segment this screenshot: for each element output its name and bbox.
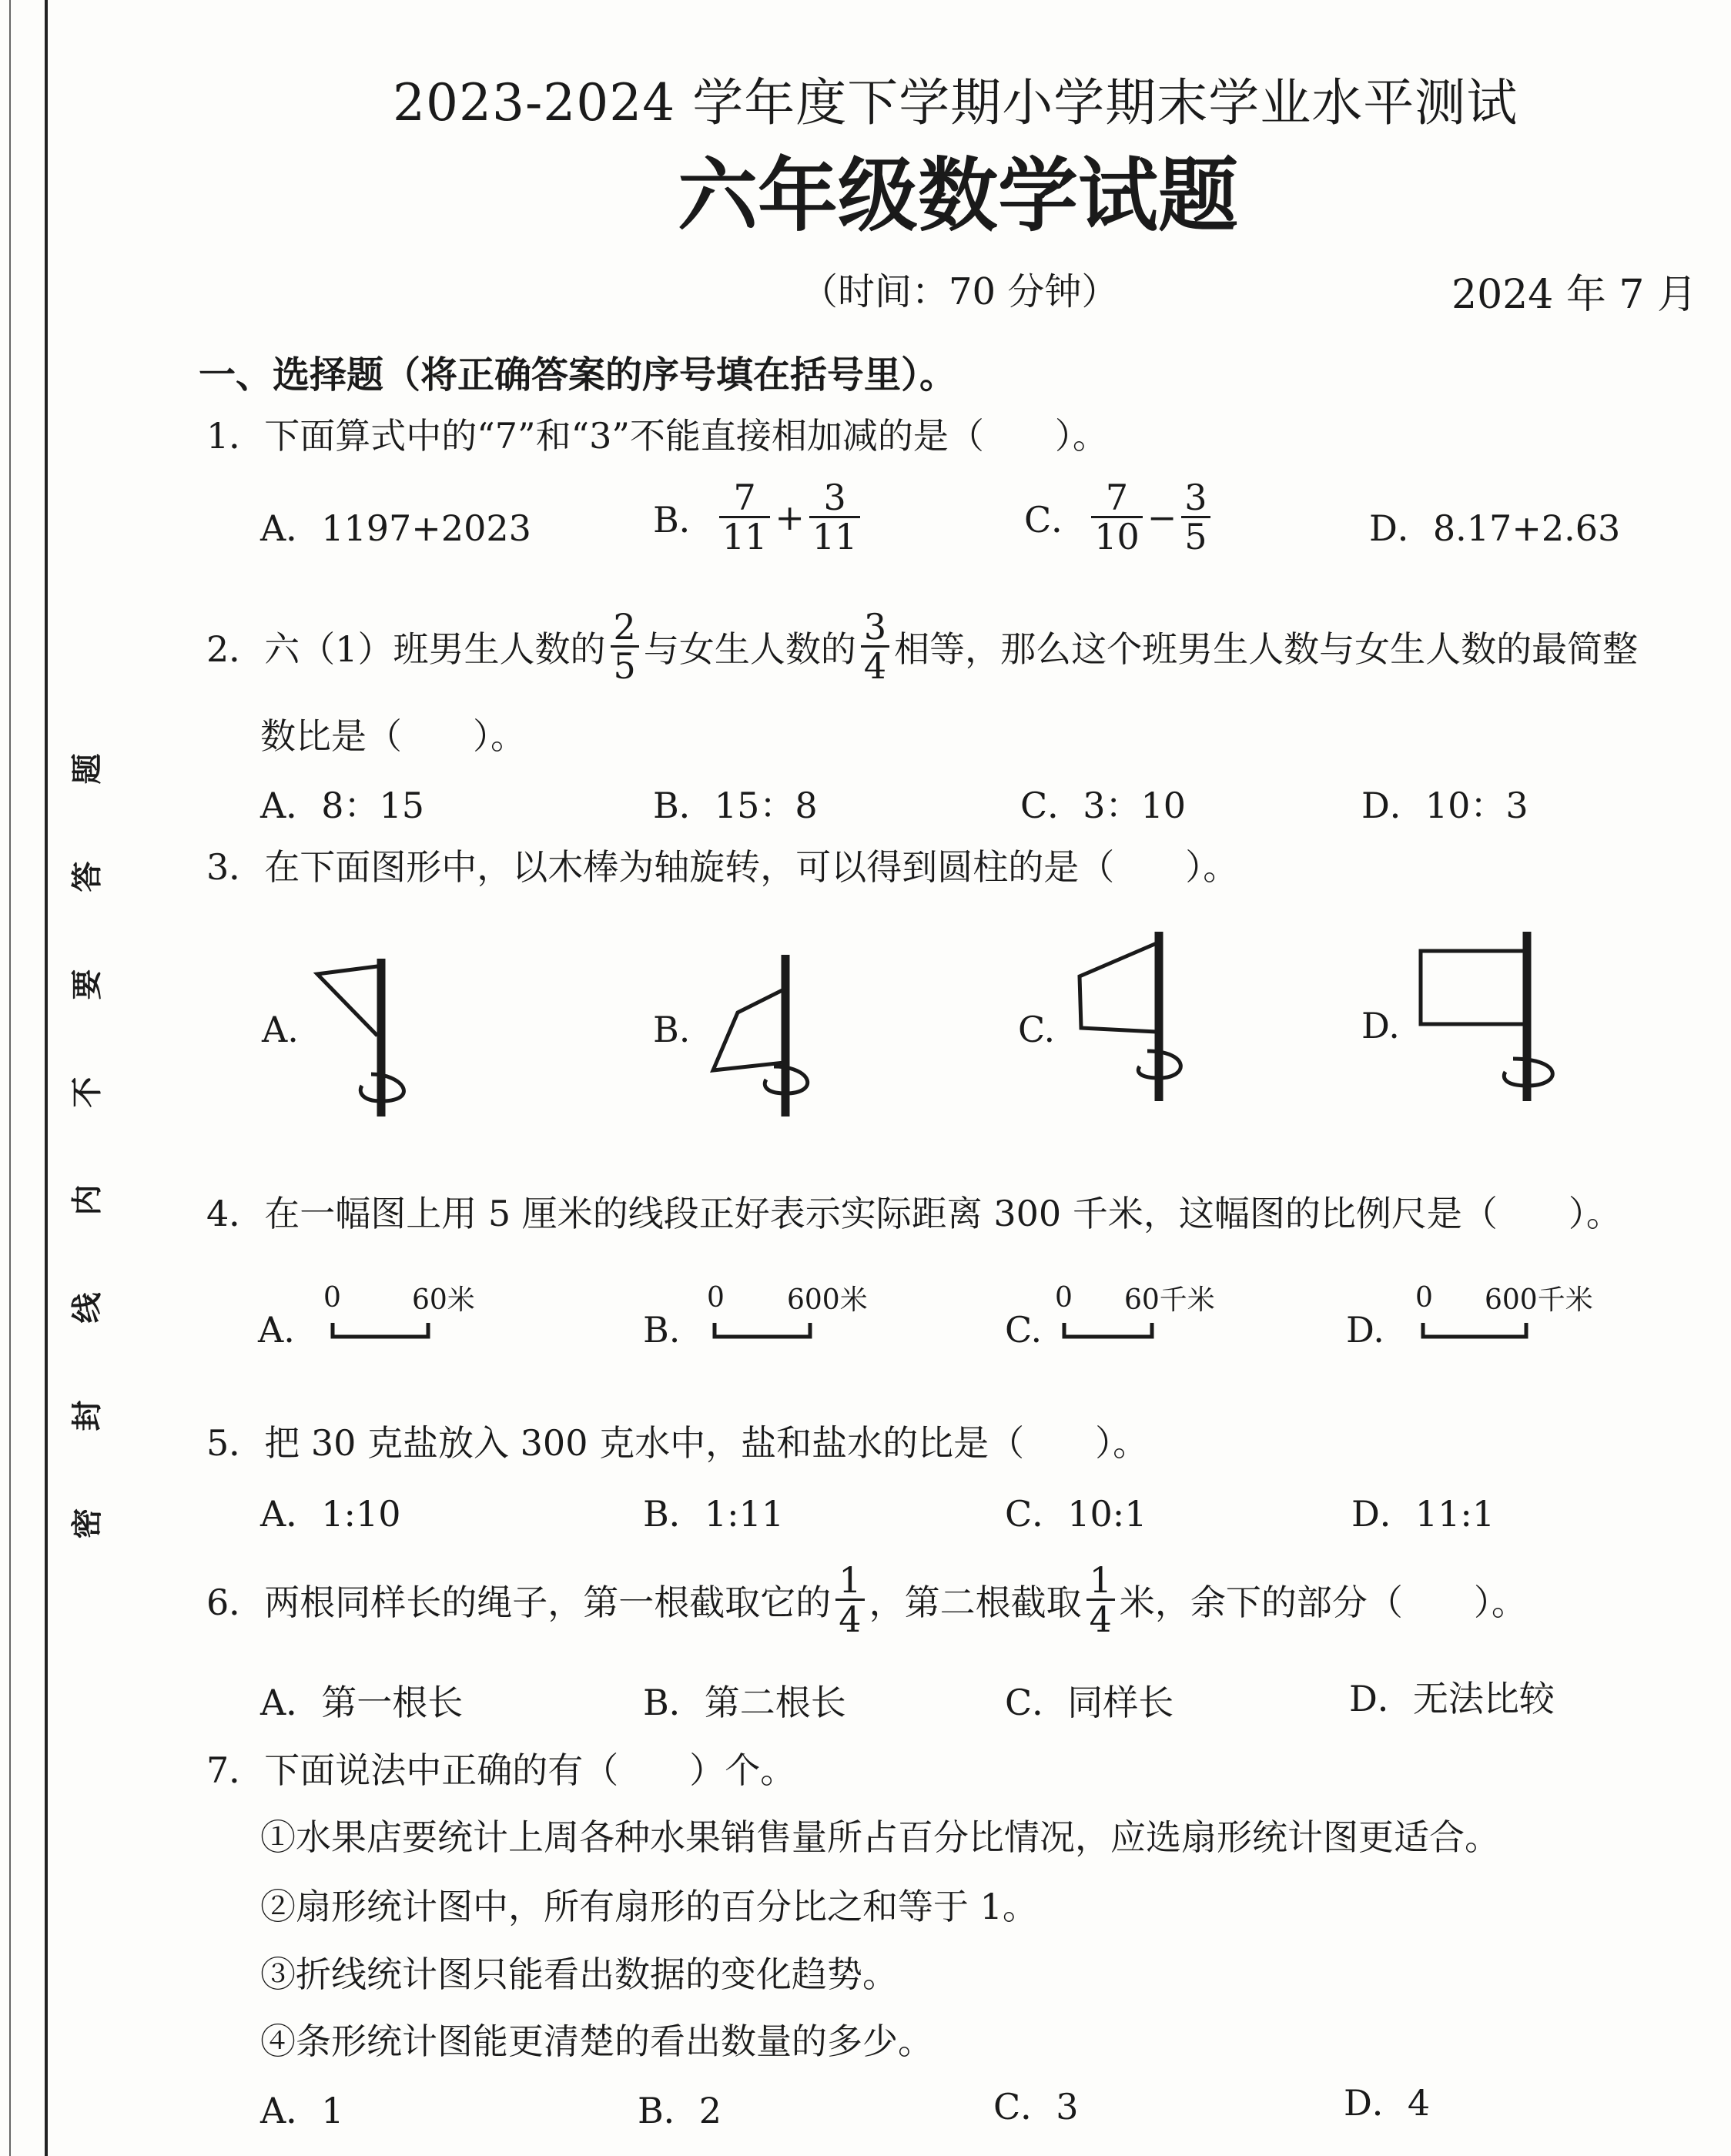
numerator: 1 — [839, 1559, 862, 1601]
seal-char: 内 — [69, 1184, 105, 1216]
question-6-stem — [206, 1559, 1527, 1641]
q4-option-c: C. — [1005, 1309, 1043, 1351]
exam-time: （时间：70 分钟） — [801, 270, 1119, 313]
operator: + — [775, 496, 805, 538]
stem-text: 6．两根同样长的绳子，第一根截取它的 — [206, 1581, 832, 1623]
scale-zero: 0 — [1415, 1282, 1433, 1314]
seal-char: 不 — [69, 1076, 105, 1108]
section-heading: 一、选择题（将正确答案的序号填在括号里）。 — [199, 353, 957, 397]
stem-text: 2．六（1）班男生人数的 — [206, 628, 606, 670]
seal-char: 答 — [69, 861, 105, 892]
numerator: 2 — [613, 606, 636, 648]
q2-option-c: C．3：10 — [1020, 785, 1186, 826]
q6-option-b: B．第二根长 — [643, 1682, 846, 1723]
q2-option-b: B．15：8 — [653, 785, 818, 826]
figure-c-trapezoid — [1080, 932, 1180, 1101]
denominator: 4 — [1086, 1599, 1115, 1638]
q3-option-c: C. — [1018, 1009, 1056, 1050]
q3-option-d: D. — [1361, 1005, 1400, 1046]
q3-option-b: B. — [653, 1009, 691, 1050]
exam-title: 六年级数学试题 — [678, 149, 1239, 243]
q4-option-a: A. — [258, 1309, 295, 1351]
figure-a-triangle — [317, 959, 403, 1116]
question-3-stem: 3．在下面图形中，以木棒为轴旋转，可以得到圆柱的是（ ）。 — [206, 846, 1239, 888]
option-label: C． — [1024, 498, 1087, 541]
q3-option-a: A. — [262, 1009, 299, 1050]
denominator: 4 — [835, 1599, 864, 1638]
numerator: 3 — [863, 606, 887, 648]
operator: − — [1147, 496, 1177, 538]
scale-label-a: 60米 — [412, 1284, 475, 1316]
scale-label-b: 600米 — [787, 1284, 868, 1316]
question-2-stem-line2: 数比是（ ）。 — [260, 715, 526, 757]
q7-statement-4: ④条形统计图能更清楚的看出数量的多少。 — [260, 2020, 933, 2062]
scale-zero: 0 — [323, 1282, 341, 1314]
q5-option-b: B．1:11 — [643, 1493, 785, 1535]
scale-label-c: 60千米 — [1124, 1284, 1215, 1316]
q5-option-a: A．1:10 — [260, 1493, 401, 1535]
q7-option-a: A．1 — [260, 2090, 344, 2131]
q7-option-d: D．4 — [1344, 2082, 1431, 2124]
numerator: 7 — [1105, 477, 1129, 518]
scale-bar-b — [715, 1323, 810, 1337]
q2-option-a: A．8：15 — [260, 785, 425, 826]
q4-option-b: B. — [643, 1309, 681, 1351]
denominator: 4 — [861, 645, 889, 685]
denominator: 11 — [809, 516, 861, 555]
denominator: 11 — [719, 516, 771, 555]
option-text: 1197+2023 — [321, 507, 531, 549]
q4-option-d: D. — [1346, 1309, 1384, 1351]
numerator: 3 — [1184, 477, 1207, 518]
q6-option-a: A．第一根长 — [260, 1682, 464, 1723]
numerator: 3 — [823, 477, 846, 518]
option-label: D． — [1369, 507, 1433, 549]
denominator: 10 — [1091, 516, 1143, 555]
stem-text: 米，余下的部分（ ）。 — [1119, 1581, 1527, 1623]
numerator: 1 — [1089, 1559, 1112, 1601]
option-text: 8.17+2.63 — [1432, 507, 1621, 549]
q6-option-d: D．无法比较 — [1349, 1678, 1555, 1719]
seal-char: 密 — [69, 1508, 105, 1539]
exam-term-title: 2023-2024 学年度下学期小学期末学业水平测试 — [393, 73, 1518, 132]
option-label: A． — [260, 507, 322, 549]
seal-char: 线 — [69, 1292, 105, 1324]
scale-bar-d — [1423, 1323, 1526, 1337]
fraction — [1086, 1559, 1115, 1641]
q2-option-d: D．10：3 — [1361, 785, 1528, 826]
q7-statement-3: ③折线统计图只能看出数据的变化趋势。 — [260, 1953, 898, 1995]
q5-option-d: D．11:1 — [1351, 1493, 1495, 1535]
q7-option-b: B．2 — [638, 2090, 722, 2131]
denominator: 5 — [611, 645, 639, 685]
exam-date: 2024 年 7 月 — [1451, 272, 1698, 318]
scale-zero: 0 — [1055, 1282, 1073, 1314]
numerator: 7 — [733, 477, 756, 518]
stem-text: 与女生人数的 — [643, 628, 856, 670]
scale-bar-a — [333, 1323, 428, 1337]
scale-bar-c — [1064, 1323, 1152, 1337]
seal-char: 要 — [69, 969, 105, 1000]
q7-statement-2: ②扇形统计图中，所有扇形的百分比之和等于 1。 — [260, 1886, 1038, 1927]
fraction — [835, 1559, 864, 1641]
seal-char: 封 — [69, 1400, 105, 1431]
question-4-stem: 4．在一幅图上用 5 厘米的线段正好表示实际距离 300 千米，这幅图的比例尺是（ ）。 — [206, 1193, 1622, 1234]
q7-statement-1: ①水果店要统计上周各种水果销售量所占百分比情况，应选扇形统计图更适合。 — [260, 1816, 1500, 1858]
question-7-stem: 7．下面说法中正确的有（ ）个。 — [206, 1749, 796, 1791]
question-1-stem: 1．下面算式中的“7”和“3”不能直接相加减的是（ ）。 — [206, 415, 1108, 457]
scale-label-d: 600千米 — [1485, 1284, 1593, 1316]
q7-option-c: C．3 — [993, 2086, 1079, 2128]
q6-option-c: C．同样长 — [1005, 1682, 1174, 1723]
question-5-stem: 5．把 30 克盐放入 300 克水中，盐和盐水的比是（ ）。 — [206, 1422, 1149, 1464]
figure-b-parallelogram — [713, 955, 808, 1116]
q5-option-c: C．10:1 — [1005, 1493, 1147, 1535]
figure-d-rectangle — [1421, 932, 1552, 1101]
scale-zero: 0 — [707, 1282, 725, 1314]
stem-text: ，第二根截取 — [869, 1581, 1082, 1623]
denominator: 5 — [1181, 516, 1210, 555]
seal-char: 题 — [69, 753, 105, 785]
stem-text: 相等，那么这个班男生人数与女生人数的最简整 — [894, 628, 1639, 670]
option-label: B． — [653, 498, 715, 541]
